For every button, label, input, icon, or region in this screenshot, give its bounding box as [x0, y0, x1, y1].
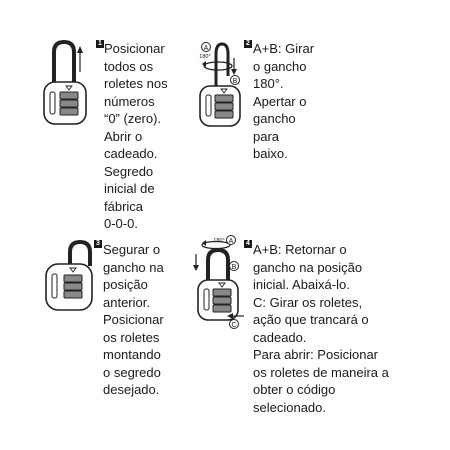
- step-2-line: 180°.: [253, 76, 284, 91]
- padlock-rotate-shackle-icon: [188, 36, 250, 128]
- step-2-text: [253, 40, 314, 163]
- step-1-line: cadeado.: [104, 146, 158, 161]
- step-2-line: A+B: Girar: [253, 41, 315, 56]
- step-1-line: inicial de: [104, 181, 155, 196]
- step-3-line: montando: [103, 347, 161, 362]
- step-2-line: para: [253, 128, 280, 144]
- step-4-line: ação que trancará o: [253, 312, 369, 327]
- step-1-line: fábrica: [104, 198, 144, 214]
- angle-label: 180°: [199, 54, 211, 60]
- step-4-line: selecionado.: [253, 399, 326, 415]
- mark-b: B: [231, 263, 237, 271]
- step-3-line: os roletes: [103, 329, 160, 345]
- step-2-line: gancho: [253, 111, 296, 126]
- padlock-set-code-icon: [40, 238, 96, 330]
- step-1-line: Abrir o: [104, 128, 143, 144]
- step-3-text: [103, 241, 164, 399]
- step-2-line: o gancho: [253, 58, 307, 74]
- step-1-number: 1: [96, 40, 104, 48]
- step-3-number: 3: [94, 240, 102, 248]
- step-4-line: C: Girar os roletes,: [253, 294, 363, 310]
- step-1-line: roletes nos: [104, 76, 168, 91]
- step-3-line: anterior.: [103, 294, 150, 310]
- step-1-line: “0” (zero).: [104, 111, 162, 126]
- step-1-line: Segredo: [104, 163, 154, 179]
- mark-c: C: [231, 321, 237, 329]
- step-2-number: 2: [244, 40, 252, 48]
- step-3-line: posição: [103, 277, 148, 292]
- step-1-text: [104, 40, 168, 233]
- step-1-line: todos os: [104, 58, 154, 74]
- step-4-line: inicial. Abaixá-lo.: [253, 277, 350, 292]
- padlock-lock-icon: [186, 234, 248, 334]
- step-3-line: gancho na: [103, 259, 164, 275]
- step-4-number: 4: [244, 240, 252, 248]
- padlock-open-icon: [40, 36, 96, 128]
- step-4-line: os roletes de maneira a: [253, 364, 389, 380]
- step-3-line: o segredo: [103, 364, 161, 380]
- mark-a: A: [203, 44, 209, 52]
- step-4-text: [253, 241, 389, 416]
- angle-label: 180°: [213, 238, 225, 244]
- step-3-line: desejado.: [103, 382, 160, 397]
- step-1-line: números: [104, 93, 155, 109]
- step-2-line: baixo.: [253, 146, 288, 161]
- step-3-line: Segurar o: [103, 242, 161, 257]
- mark-b: B: [232, 77, 238, 85]
- step-4-line: A+B: Retornar o: [253, 242, 347, 257]
- step-2-line: Apertar o: [253, 93, 307, 109]
- step-4-line: gancho na posição: [253, 259, 363, 275]
- step-3-line: Posicionar: [103, 312, 164, 327]
- step-4-line: cadeado.: [253, 329, 307, 345]
- mark-a: A: [228, 237, 234, 245]
- step-4-line: Para abrir: Posicionar: [253, 347, 378, 362]
- step-4-line: obter o código: [253, 382, 336, 397]
- step-1-line: Posicionar: [104, 41, 165, 56]
- step-1-line: 0-0-0.: [104, 216, 138, 231]
